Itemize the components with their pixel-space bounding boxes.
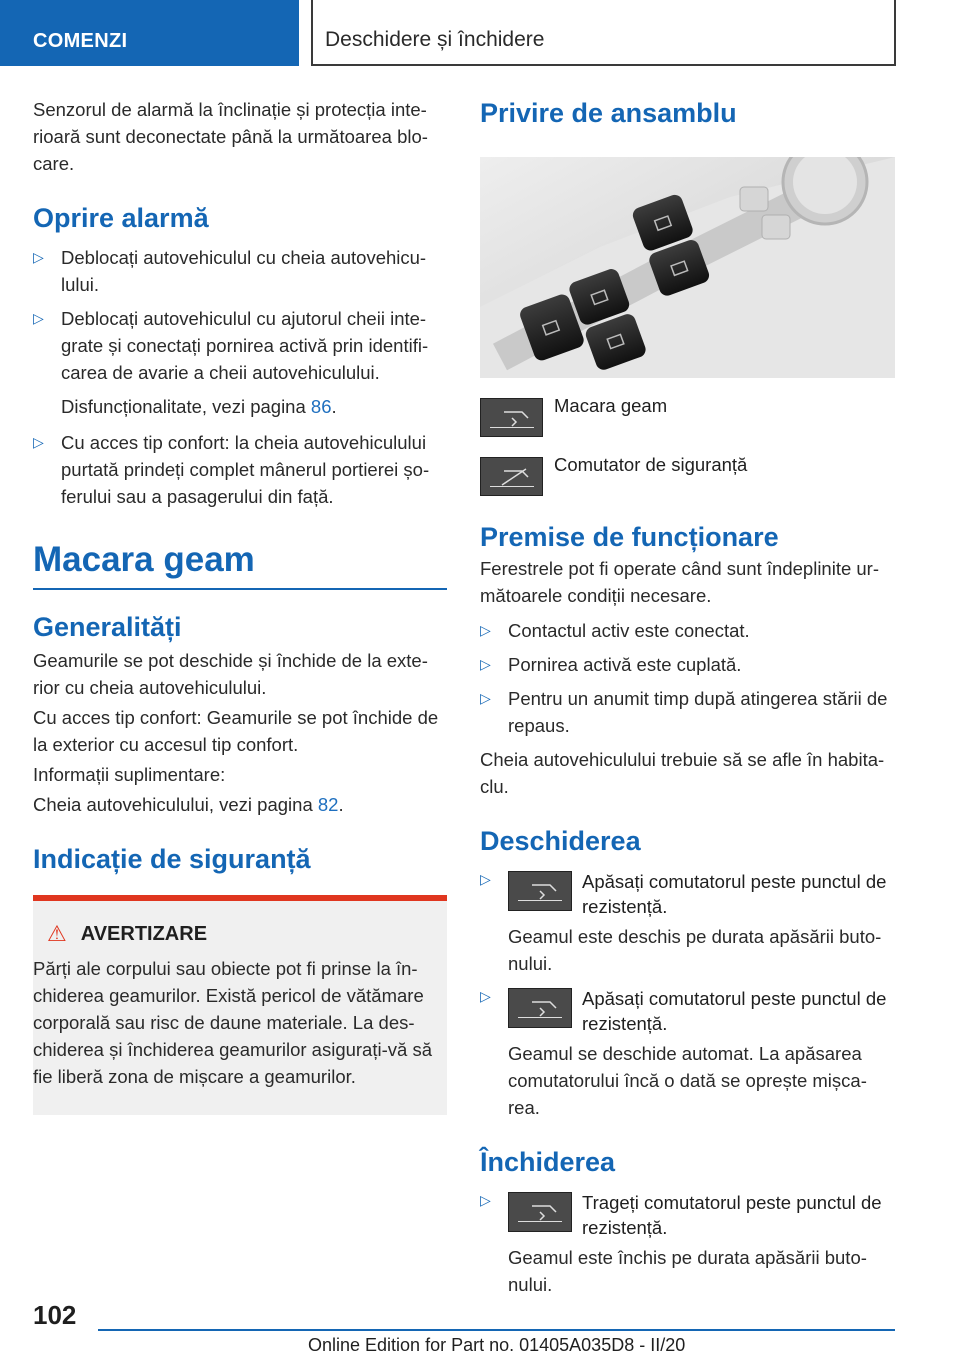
bullet-triangle-icon: ▷ xyxy=(33,310,44,326)
chapter-title: Deschidere și închidere xyxy=(311,0,896,66)
page-number: 102 xyxy=(33,1300,77,1330)
list-item: ▷ Deblocați autovehiculul cu cheia autovehicu-lului. xyxy=(33,244,447,298)
list-item: ▷ Pornirea activă este cuplată. xyxy=(480,651,895,678)
step-result: Geamul este deschis pe durata apăsării buto-nului. xyxy=(508,926,882,974)
page-header xyxy=(0,0,960,66)
step-item: ▷ Apăsați comutatorul peste punctul de rezistență. xyxy=(480,871,887,917)
list-item: ▷ Pentru un anumit timp după atingerea stării de repaus. xyxy=(480,685,895,739)
right-column xyxy=(480,98,895,1307)
page-link-86[interactable]: 86 xyxy=(310,396,332,417)
prereq-intro: Ferestrele pot fi operate când sunt îndeplinite ur-mătoarele condiții necesare. xyxy=(480,558,880,606)
list-item: ▷ Deblocați autovehiculul cu ajutorul cheii inte-grate și conectați pornirea activă prin identifi-carea de avarie a cheii autovehiculului. xyxy=(33,305,447,386)
list-item: ▷ Cu acces tip confort: la cheia autovehiculului purtată prindeți complet mânerul portierei șo-ferului sau a pasagerului din față. xyxy=(33,429,447,510)
heading-prerequisites: Premise de funcționare xyxy=(480,522,779,552)
heading-closing: Închiderea xyxy=(480,1147,616,1177)
window-switch-icon xyxy=(480,398,543,437)
legend-label: Macara geam xyxy=(554,395,668,416)
warning-title: AVERTIZARE xyxy=(80,922,208,945)
window-switch-icon xyxy=(508,988,572,1028)
window-switch-icon xyxy=(508,1192,572,1232)
general-p2: Cu acces tip confort: Geamurile se pot închide de la exterior cu accesul tip confort. xyxy=(33,707,439,755)
bullet-triangle-icon: ▷ xyxy=(480,871,491,887)
legend-item xyxy=(480,454,895,496)
section-tab[interactable]: COMENZI xyxy=(0,0,299,66)
general-p4: Cheia autovehiculului, vezi pagina 82. xyxy=(33,794,344,815)
warning-box xyxy=(33,895,447,1115)
page-link-82[interactable]: 82 xyxy=(317,794,339,815)
window-switch-photo xyxy=(480,157,895,378)
intro-paragraph: Senzorul de alarmă la înclinație și protecția inte-rioară sunt deconectate până la următoarea blo-care. xyxy=(33,99,428,174)
warning-triangle-icon: ⚠ xyxy=(47,921,67,946)
heading-general: Generalități xyxy=(33,612,182,642)
left-column xyxy=(33,96,447,1115)
chapter-heading: Macara geam xyxy=(33,540,447,590)
list-item: ▷ Contactul activ este conectat. xyxy=(480,617,895,644)
step-item: ▷ Apăsați comutatorul peste punctul de rezistență. xyxy=(480,988,887,1034)
prereq-note: Cheia autovehiculului trebuie să se afle în habita-clu. xyxy=(480,749,885,797)
general-p1: Geamurile se pot deschide și închide de la exte-rior cu cheia autovehiculului. xyxy=(33,650,428,698)
step-result: Geamul se deschide automat. La apăsarea comutatorului încă o dată se oprește mișca-rea. xyxy=(508,1043,867,1118)
warning-text: Părți ale corpului sau obiecte pot fi prinse la în-chiderea geamurilor. Există pericol de vătămare corporală sau risc de daune materiale. La des-chiderea și închiderea geamurilor asigurați-vă să fie liberă zona de mișcare a geamurilor. xyxy=(33,958,432,1087)
bullet-triangle-icon: ▷ xyxy=(480,988,491,1004)
safety-switch-icon xyxy=(480,457,543,496)
footer-divider xyxy=(98,1329,895,1331)
legend-label: Comutator de siguranță xyxy=(554,454,748,475)
bullet-triangle-icon: ▷ xyxy=(480,656,491,672)
heading-stop-alarm: Oprire alarmă xyxy=(33,203,209,233)
legend-item xyxy=(480,395,895,437)
bullet-triangle-icon: ▷ xyxy=(480,1192,491,1208)
heading-safety: Indicație de siguranță xyxy=(33,844,311,874)
heading-opening: Deschiderea xyxy=(480,826,641,856)
general-p3: Informații suplimentare: xyxy=(33,764,226,785)
step-result: Geamul este închis pe durata apăsării buto-nului. xyxy=(508,1247,867,1295)
bullet-triangle-icon: ▷ xyxy=(33,434,44,450)
bullet-triangle-icon: ▷ xyxy=(480,690,491,706)
step-item: ▷ Trageți comutatorul peste punctul de rezistență. xyxy=(480,1192,882,1238)
bullet-triangle-icon: ▷ xyxy=(33,249,44,265)
heading-overview: Privire de ansamblu xyxy=(480,98,737,128)
edition-note: Online Edition for Part no. 01405A035D8 - II/20 xyxy=(308,1335,686,1355)
window-switch-icon xyxy=(508,871,572,911)
malfunction-ref: Disfuncționalitate, vezi pagina 86. xyxy=(61,396,337,417)
bullet-triangle-icon: ▷ xyxy=(480,622,491,638)
